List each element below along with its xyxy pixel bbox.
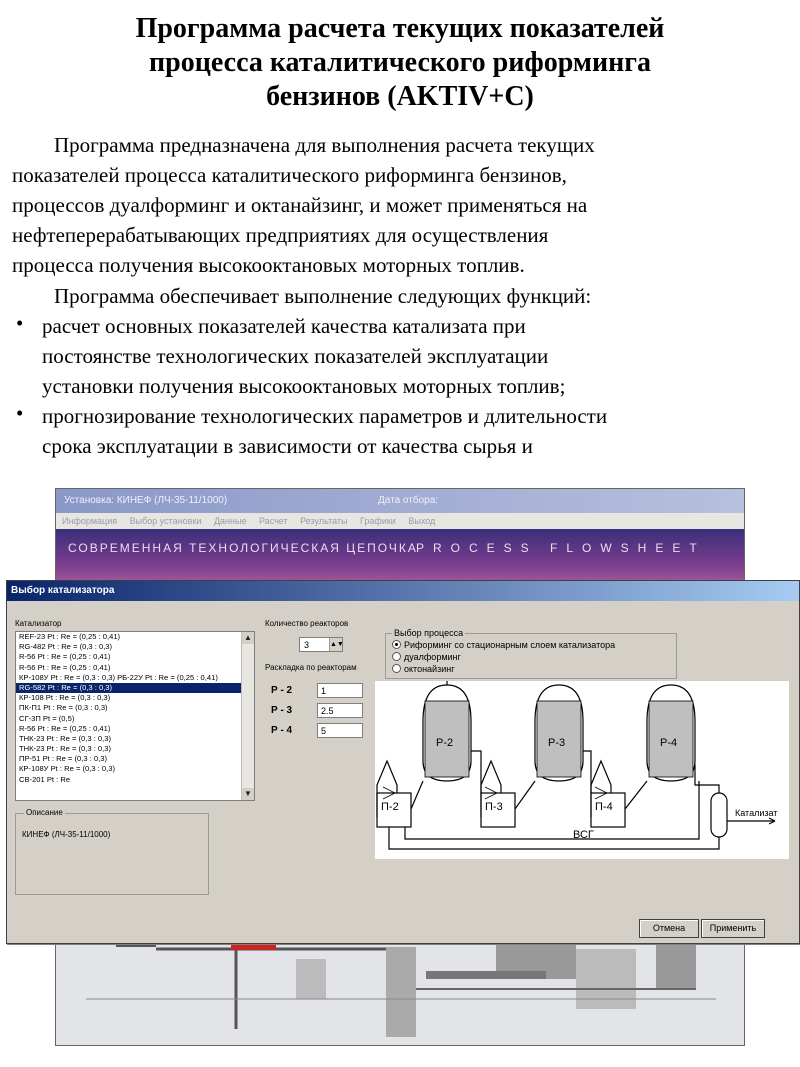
banner-text-en: PROCESS FLOWSHEET [416, 541, 706, 555]
process-group [385, 628, 677, 679]
bg-menu-item[interactable]: Выбор установки [129, 516, 202, 526]
banner-text-ru: СОВРЕМЕННАЯ ТЕХНОЛОГИЧЕСКАЯ ЦЕПОЧКА [68, 541, 418, 555]
catalyst-list-scrollbar[interactable] [241, 632, 254, 800]
process-option-label: дуалформинг [404, 652, 461, 662]
bg-title-bar [56, 489, 744, 513]
reactor-label-p4: Р - 4 [271, 725, 293, 736]
gas-label: ВСГ [573, 829, 594, 841]
bullet-2-line: прогнозирование технологических параметров и длительности [42, 404, 608, 428]
bg-flowsheet-drawing [56, 939, 744, 1045]
reactor-count-label: Количество реакторов [265, 619, 349, 628]
bullet-1 [42, 311, 782, 401]
reactor-count-spinner[interactable] [299, 637, 343, 652]
furnace-label: П-3 [485, 801, 503, 813]
process-radio-reforming[interactable] [392, 640, 615, 650]
catalyst-list-item[interactable]: ТНК-23 Pt : Re = (0,3 : 0,3) [19, 733, 111, 743]
description-group [15, 808, 209, 895]
bg-menu-item[interactable]: Результаты [300, 516, 348, 526]
bullet-2-line: срока эксплуатации в зависимости от качества сырья и [42, 434, 533, 458]
bg-menu-item[interactable]: Выход [408, 516, 436, 526]
reactor-label: Р-2 [436, 737, 454, 749]
catalyst-dialog [6, 580, 800, 944]
reactor-label-p3: Р - 3 [271, 705, 293, 716]
output-label: Катализат [735, 808, 778, 818]
catalyst-list-item[interactable]: ТНК-23 Pt : Re = (0,3 : 0,3) [19, 744, 111, 754]
separator [711, 793, 727, 837]
bg-menu-item[interactable]: Расчет [258, 516, 288, 526]
catalyst-list-item[interactable]: КР-108У Pt : Re = (0,3 : 0,3) РБ-22У Pt : Re = (0,25 : 0,41) [19, 672, 218, 682]
bullet-1-line: расчет основных показателей качества катализата при [42, 314, 526, 338]
process-radio-dualforming[interactable] [392, 652, 461, 662]
scroll-down-icon[interactable]: ▼ [242, 788, 254, 800]
process-option-label: Риформинг со стационарным слоем катализатора [404, 640, 616, 650]
distribution-label: Раскладка по реакторам [265, 663, 357, 672]
process-radio-octanizing[interactable] [392, 664, 454, 674]
spinner-arrows-icon[interactable]: ▲▼ [329, 638, 342, 651]
apply-button[interactable]: Применить [701, 919, 765, 938]
bg-title-installation: Установка: КИНЕФ (ЛЧ-35-11/1000) [64, 495, 228, 506]
reactor-input-p3[interactable]: 2.5 [317, 703, 363, 718]
catalyst-list-item[interactable]: ПК-П1 Pt : Re = (0,3 : 0,3) [19, 703, 108, 713]
paragraph-1-line: Программа предназначена для выполнения расчета текущих [54, 133, 595, 157]
paragraph-2: Программа обеспечивает выполнение следующих функций: [54, 284, 592, 308]
title-line-2: процесса каталитического риформинга [149, 47, 651, 78]
catalyst-list[interactable] [15, 631, 255, 801]
paragraph-1-line: процесса получения высокооктановых моторных топлив. [12, 253, 525, 277]
cancel-button[interactable]: Отмена [639, 919, 699, 938]
radio-selected-icon[interactable] [392, 640, 401, 649]
bg-menu-item[interactable]: Информация [62, 516, 118, 526]
catalyst-list-item[interactable]: R-56 Pt : Re = (0,25 : 0,41) [19, 662, 111, 672]
reactor-label: Р-3 [548, 737, 566, 749]
reactor-label: Р-4 [660, 737, 678, 749]
catalyst-list-item[interactable]: REF-23 Pt : Re = (0,25 : 0,41) [19, 632, 121, 641]
dialog-title-bar: Выбор катализатора [7, 581, 799, 601]
catalyst-list-item[interactable]: КР-108 Pt : Re = (0,3 : 0,3) [19, 693, 111, 703]
catalyst-rows [16, 632, 254, 785]
bg-menu-bar [56, 513, 744, 529]
bg-menu-item[interactable]: Графики [360, 516, 396, 526]
catalyst-list-item[interactable]: R-56 Pt : Re = (0,25 : 0,41) [19, 723, 111, 733]
process-group-label: Выбор процесса [394, 628, 464, 638]
title-line-3: бензинов (AKTIV+C) [266, 81, 534, 112]
bullet-mark: • [16, 401, 24, 425]
paragraph-1 [12, 130, 782, 280]
radio-empty-icon[interactable] [392, 652, 401, 661]
description-value: КИНЕФ (ЛЧ-35-11/1000) [22, 830, 111, 839]
description-label: Описание [26, 808, 63, 817]
reactor-count-value: 3 [304, 640, 310, 650]
title-line-1: Программа расчета текущих показателей [135, 13, 665, 44]
bullet-2 [42, 401, 782, 461]
scroll-up-icon[interactable]: ▲ [242, 632, 254, 644]
radio-empty-icon[interactable] [392, 664, 401, 673]
catalyst-list-item[interactable]: RG-482 Pt : Re = (0,3 : 0,3) [19, 642, 113, 652]
furnace-label: П-4 [595, 801, 613, 813]
process-option-label: октонайзинг [404, 664, 455, 674]
catalyst-label: Катализатор [15, 619, 62, 628]
bg-menu-item[interactable]: Данные [213, 516, 247, 526]
catalyst-list-item[interactable]: КР-108У Pt : Re = (0,3 : 0,3) [19, 764, 115, 774]
reactor-input-p2[interactable]: 1 [317, 683, 363, 698]
bg-title-date: Дата отбора: [378, 495, 439, 506]
bg-flowsheet-area [56, 939, 744, 1045]
paragraph-1-line: показателей процесса каталитического риформинга бензинов, [12, 163, 567, 187]
reactor-input-p4[interactable]: 5 [317, 723, 363, 738]
slide-title [0, 12, 800, 114]
catalyst-list-item[interactable]: СВ-201 Pt : Re [19, 774, 71, 784]
catalyst-list-item[interactable]: СГ-3П Pt = (0,5) [19, 713, 75, 723]
furnace-label: П-2 [381, 801, 399, 813]
process-flowsheet [375, 681, 789, 859]
catalyst-list-item[interactable]: ПР-51 Pt : Re = (0,3 : 0,3) [19, 754, 107, 764]
bullet-1-line: постоянстве технологических показателей эксплуатации [42, 344, 549, 368]
bullet-mark: • [16, 311, 24, 335]
paragraph-1-line: нефтеперерабатывающих предприятиях для осуществления [12, 223, 549, 247]
bullet-1-line: установки получения высокооктановых моторных топлив; [42, 374, 566, 398]
paragraph-1-line: процессов дуалформинг и октанайзинг, и может применяться на [12, 193, 588, 217]
reactor-label-p2: Р - 2 [271, 685, 293, 696]
catalyst-list-item[interactable]: RG-582 Pt : Re = (0,3 : 0,3) [16, 683, 254, 693]
catalyst-list-item[interactable]: R-56 Pt : Re = (0,25 : 0,41) [19, 652, 111, 662]
